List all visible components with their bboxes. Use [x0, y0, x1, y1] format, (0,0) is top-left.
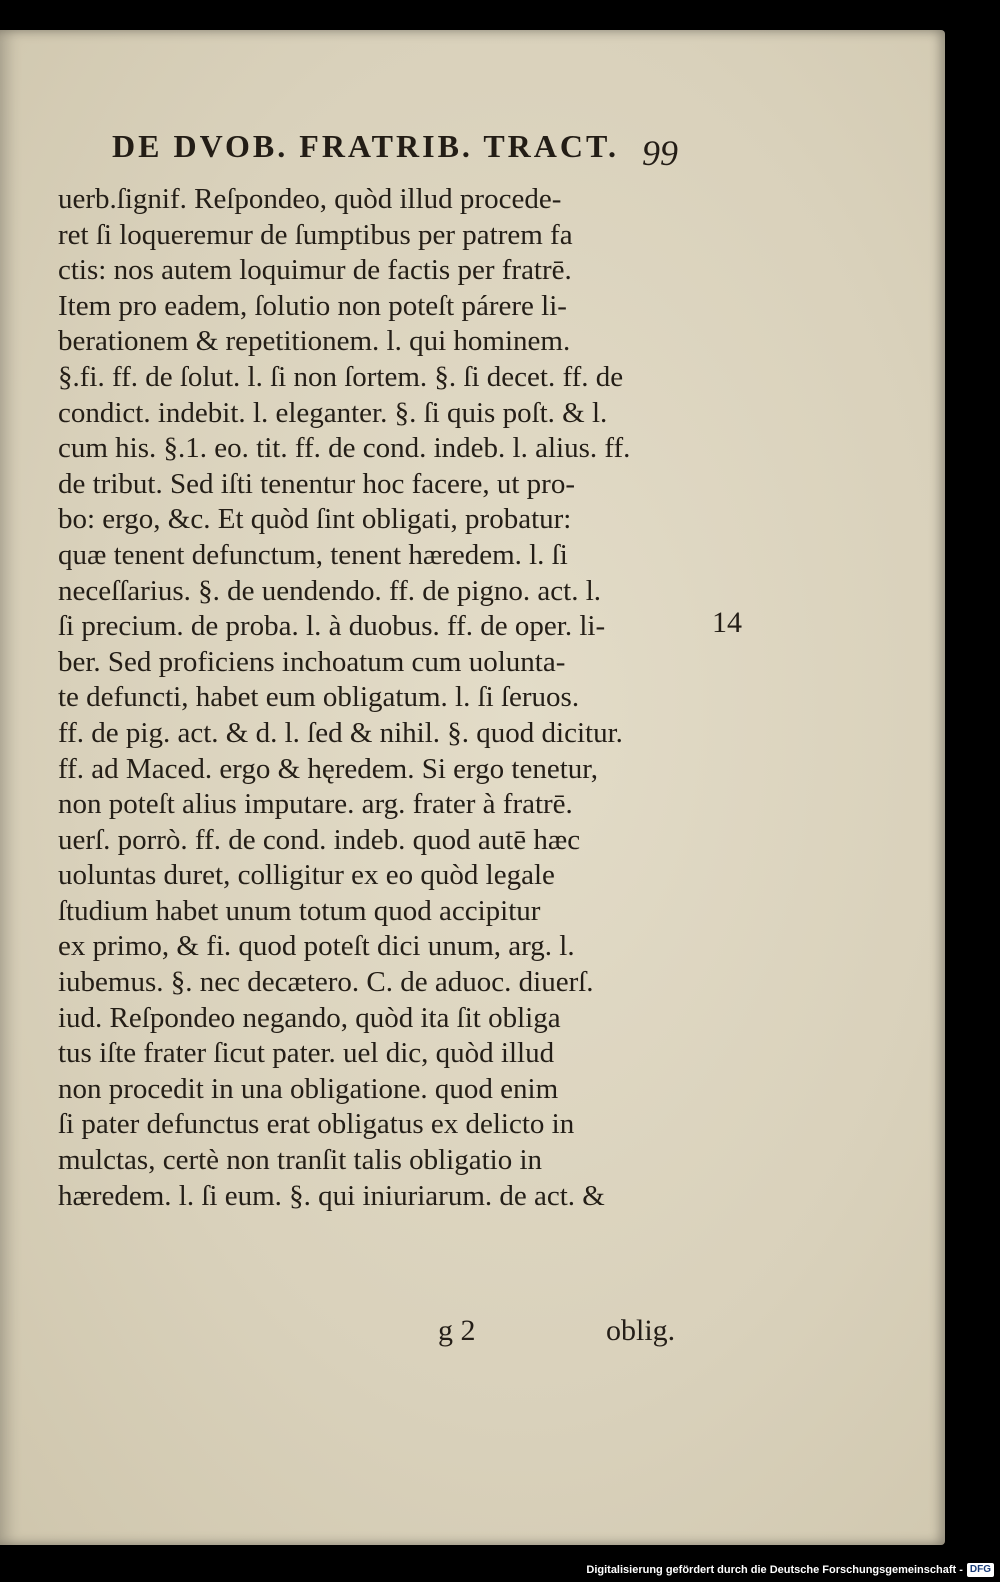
text-line: ex primo, & fi. quod poteſt dici unum, arg. l. [58, 930, 575, 963]
running-head [112, 128, 712, 178]
catchword: oblig. [606, 1314, 676, 1347]
text-line: quæ tenent defunctum, tenent hæredem. l. ſi [58, 538, 568, 571]
dfg-logo: DFG [967, 1563, 994, 1577]
text-line: tus iſte frater ſicut pater. uel dic, quòd illud [58, 1037, 555, 1070]
text-line: mulctas, certè non tranſit talis obligatio in [58, 1144, 543, 1177]
digitization-credit [586, 1561, 994, 1579]
text-line: ber. Sed proficiens inchoatum cum uolunta- [58, 645, 566, 678]
text-line: ſi precium. de proba. l. à duobus. ff. de oper. li- [58, 610, 606, 643]
text-line: ctis: nos autem loquimur de factis per fratrē. [58, 254, 572, 287]
signature-mark: g 2 [438, 1314, 476, 1347]
text-line: te defuncti, habet eum obligatum. l. ſi ſeruos. [58, 681, 580, 714]
page-number: 99 [642, 133, 678, 173]
text-line: iud. Reſpondeo negando, quòd ita ſit obliga [58, 1001, 561, 1034]
text-line: iubemus. §. nec decætero. C. de aduoc. diuerſ. [58, 966, 594, 999]
text-line: non poteſt alius imputare. arg. frater à fratrē. [58, 788, 573, 821]
body-text [58, 182, 708, 1214]
text-line: ff. ad Maced. ergo & hęredem. Si ergo tenetur, [58, 752, 598, 785]
text-line: uoluntas duret, colligitur ex eo quòd legale [58, 859, 555, 892]
text-line: de tribut. Sed iſti tenentur hoc facere, ut pro- [58, 467, 575, 500]
credit-text: Digitalisierung gefördert durch die Deutsche Forschungsgemeinschaft - [586, 1564, 963, 1576]
text-line: hæredem. l. ſi eum. §. qui iniuriarum. de act. & [58, 1179, 605, 1212]
text-line: neceſſarius. §. de uendendo. ff. de pigno. act. l. [58, 574, 602, 607]
text-line: berationem & repetitionem. l. qui hominem. [58, 325, 571, 358]
text-line: ff. de pig. act. & d. l. ſed & nihil. §. quod dicitur. [58, 716, 623, 749]
text-line: cum his. §.1. eo. tit. ff. de cond. indeb. l. alius. ff. [58, 432, 631, 465]
text-line: uerſ. porrò. ff. de cond. indeb. quod autē hæc [58, 823, 581, 856]
text-line: non procedit in una obligatione. quod enim [58, 1072, 559, 1105]
text-line: ſi pater defunctus erat obligatus ex delicto in [58, 1108, 575, 1141]
text-line: ſtudium habet unum totum quod accipitur [58, 894, 541, 927]
text-line: condict. indebit. l. eleganter. §. ſi quis poſt. & l. [58, 396, 608, 429]
text-line: Item pro eadem, ſolutio non poteſt párere li- [58, 289, 567, 322]
text-line: §.fi. ff. de ſolut. l. ſi non ſortem. §. ſi decet. ff. de [58, 360, 624, 393]
text-line: ret ſi loqueremur de ſumptibus per patrem fa [58, 218, 573, 251]
running-head-title: DE DVOB. FRATRIB. TRACT. [112, 128, 619, 164]
book-page [0, 30, 945, 1545]
text-line: bo: ergo, &c. Et quòd ſint obligati, probatur: [58, 503, 572, 536]
margin-note: 14 [712, 606, 742, 639]
text-line: uerb.ſignif. Reſpondeo, quòd illud procede- [58, 183, 562, 215]
